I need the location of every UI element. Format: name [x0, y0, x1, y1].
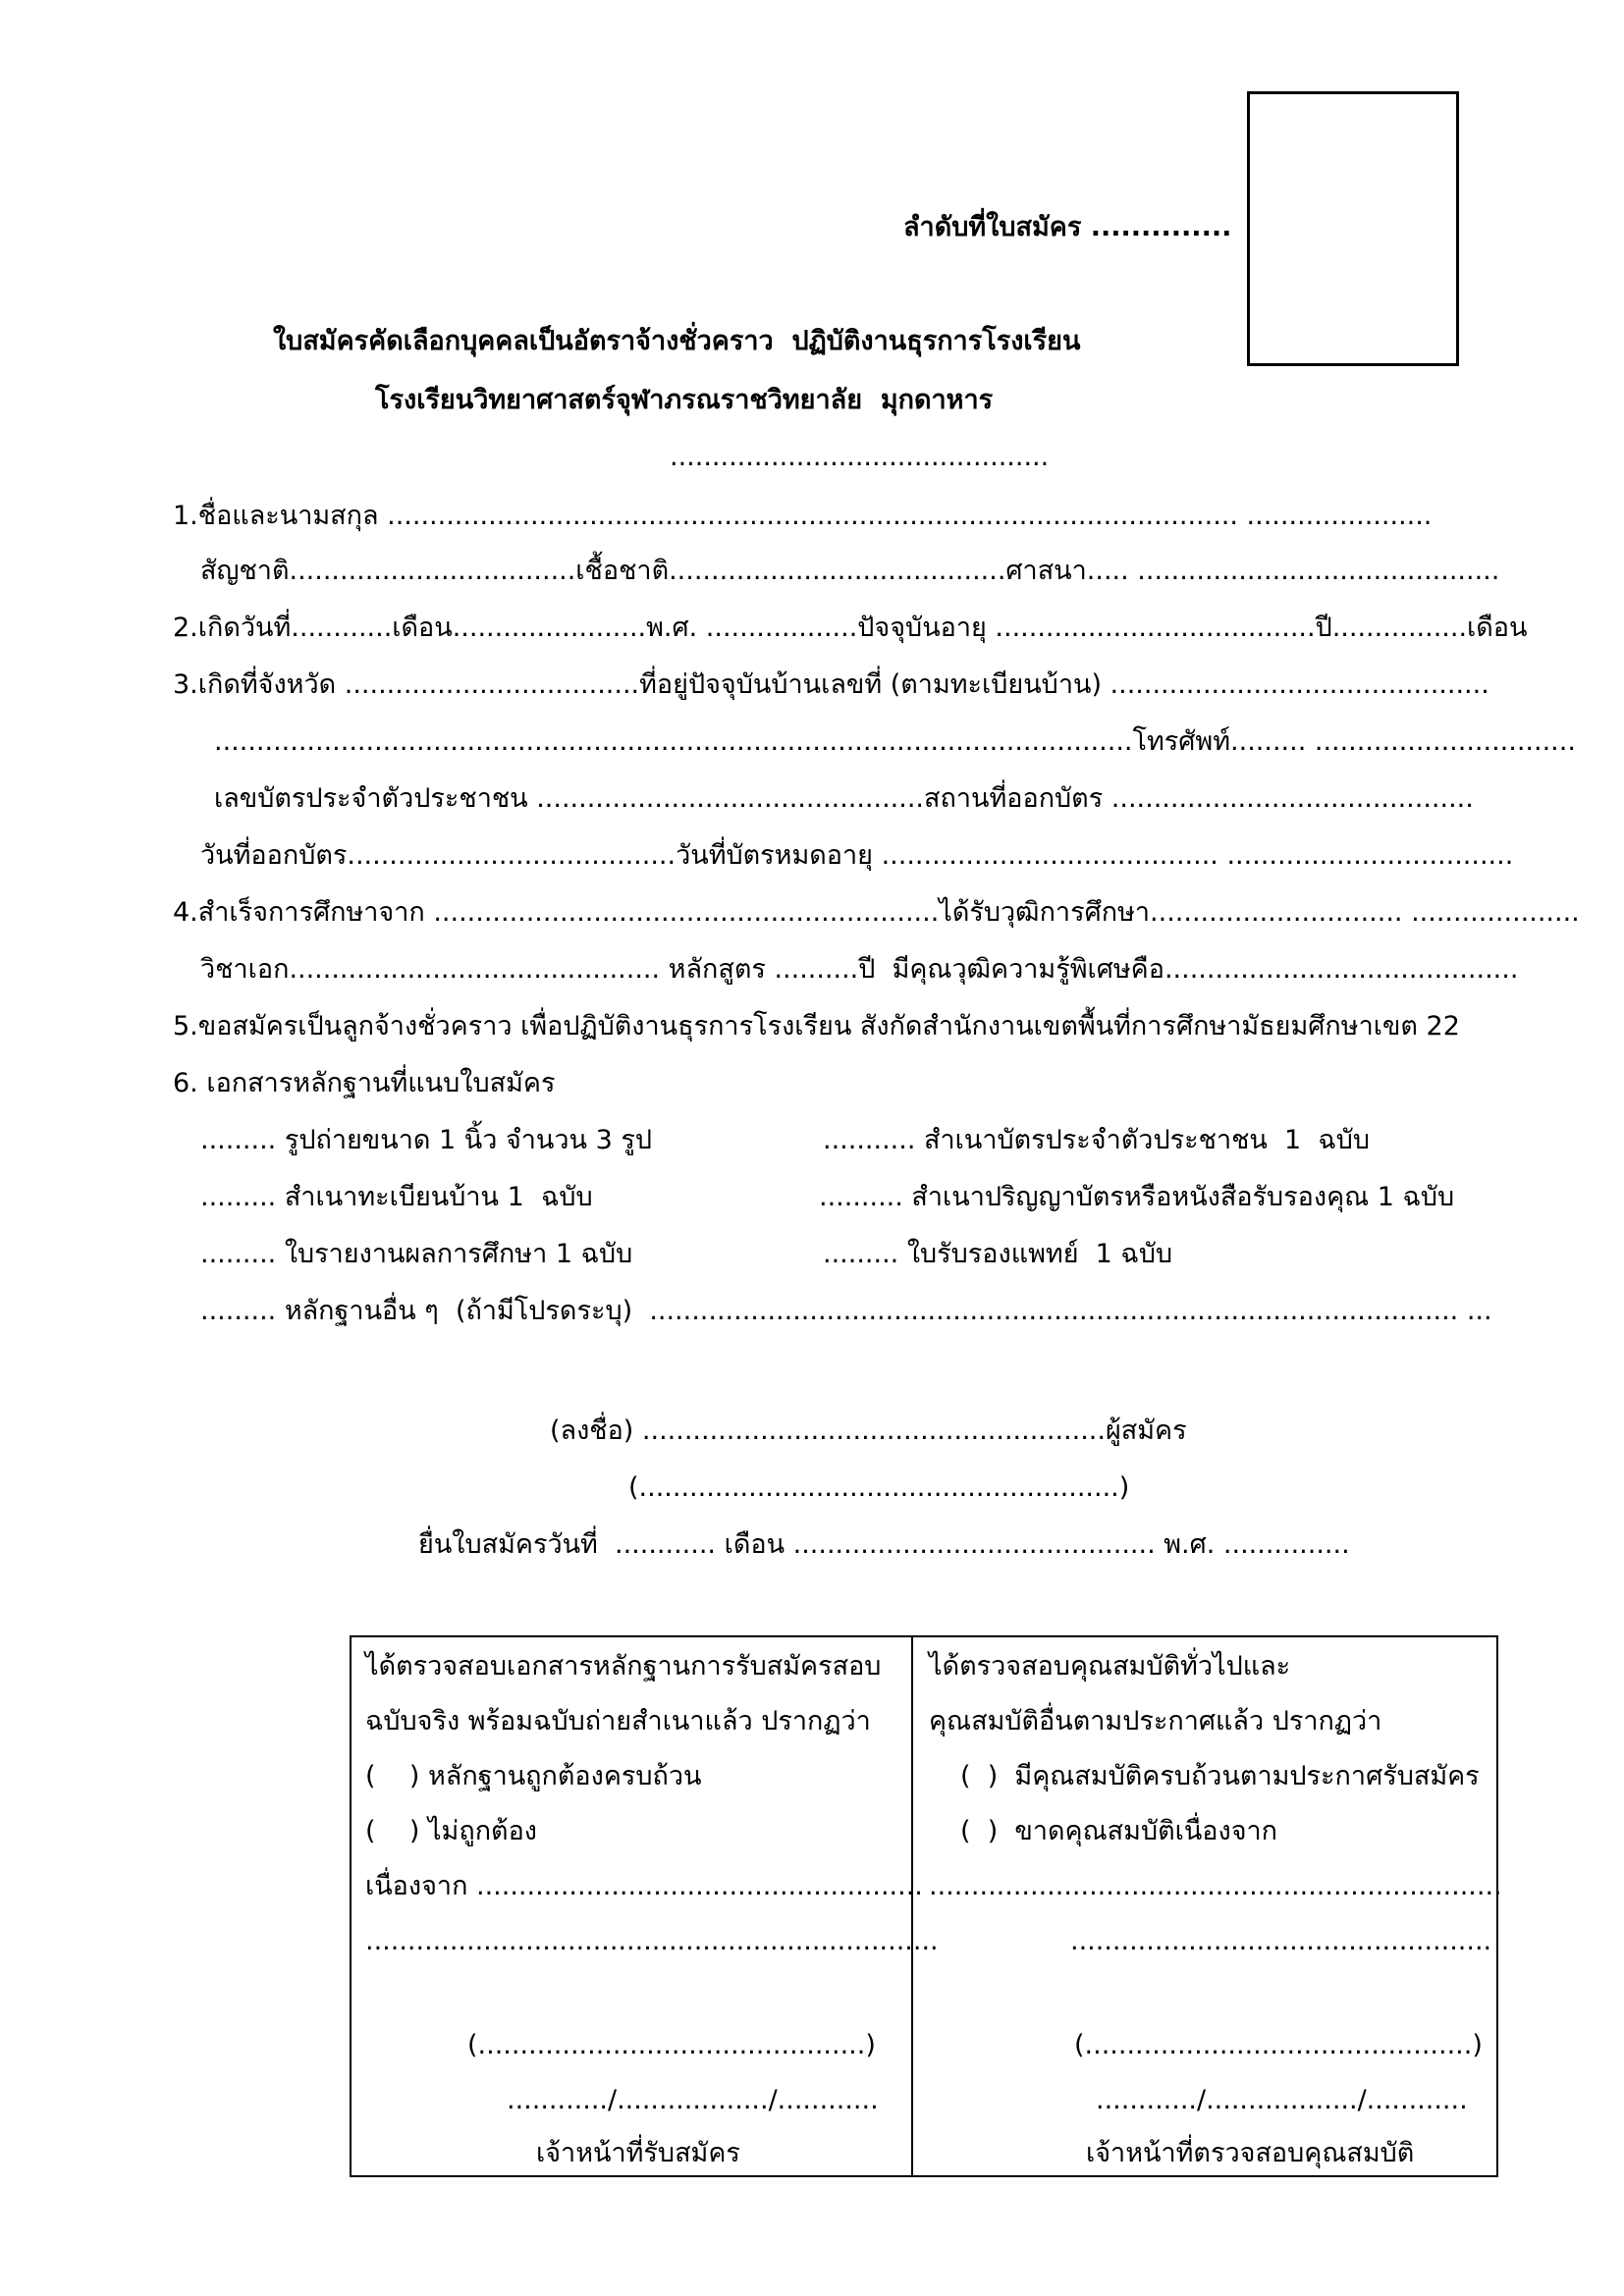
doc-house-registration[interactable]: ......... สำเนาทะเบียนบ้าน 1 ฉบับ	[200, 1182, 593, 1212]
right-box-reason-cont[interactable]: ..................................................	[1070, 1926, 1492, 1956]
doc-medical-certificate[interactable]: ......... ใบรับรองแพทย์ 1 ฉบับ	[823, 1239, 1173, 1269]
birth-province-field[interactable]: 3.เกิดที่จังหวัด ...................................ที่อยู่ปัจจุบันบ้านเลขที่ (ตามทะเบียนบ้าน) .............................................	[173, 669, 1489, 700]
phone-field[interactable]: .............................................................................................................โทรศัพท์......... ...............................	[214, 726, 1576, 757]
left-box-officer-name[interactable]: (..............................................)	[467, 2030, 876, 2060]
doc-id-card-copy[interactable]: ........... สำเนาบัตรประจำตัวประชาชน 1 ฉบับ	[823, 1125, 1371, 1155]
left-box-date[interactable]: ............/................../............	[507, 2085, 879, 2115]
documents-heading: 6. เอกสารหลักฐานที่แนบใบสมัคร	[173, 1068, 556, 1098]
left-box-check-complete[interactable]: ( ) หลักฐานถูกต้องครบถ้วน	[365, 1761, 702, 1791]
major-field[interactable]: วิชาเอก............................................ หลักสูตร ..........ปี มีคุณวุฒิความรู้พิเศษคือ..........................................	[200, 954, 1519, 985]
birth-date-field[interactable]: 2.เกิดวันที่............เดือน.......................พ.ศ. ..................ปัจจุบันอายุ ......................................ปี................เดือน	[173, 613, 1528, 643]
doc-degree-copy[interactable]: .......... สำเนาปริญญาบัตรหรือหนังสือรับรองคุณ 1 ฉบับ	[819, 1182, 1455, 1212]
card-issue-date-field[interactable]: วันที่ออกบัตร.......................................วันที่บัตรหมดอายุ ........................................ ..................................	[200, 840, 1514, 871]
left-box-check-incorrect[interactable]: ( ) ไม่ถูกต้อง	[365, 1816, 537, 1846]
right-box-check-qualified[interactable]: ( ) มีคุณสมบัติครบถ้วนตามประกาศรับสมัคร	[960, 1761, 1480, 1791]
applicant-signature[interactable]: (ลงชื่อ) .......................................................ผู้สมัคร	[550, 1415, 1187, 1446]
applicant-name[interactable]: (.........................................................)	[628, 1472, 1130, 1503]
school-name: โรงเรียนวิทยาศาสตร์จุฬาภรณราชวิทยาลัย มุกดาหาร	[375, 385, 994, 415]
right-box-line1: ได้ตรวจสอบคุณสมบัติทั่วไปและ	[929, 1651, 1291, 1682]
left-box-reason[interactable]: เนื่องจาก .....................................................	[365, 1871, 923, 1901]
application-order-number: ลำดับที่ใบสมัคร ..............	[903, 212, 1232, 242]
left-box-line1: ได้ตรวจสอบเอกสารหลักฐานการรับสมัครสอบ	[365, 1651, 882, 1682]
application-statement: 5.ขอสมัครเป็นลูกจ้างชั่วคราว เพื่อปฏิบัติงานธุรการโรงเรียน สังกัดสำนักงานเขตพื้นที่การศึกษามัธยมศึกษาเขต 22	[173, 1011, 1460, 1041]
verification-divider	[911, 1635, 913, 2177]
doc-photo[interactable]: ......... รูปถ่ายขนาด 1 นิ้ว จำนวน 3 รูป	[200, 1125, 652, 1155]
doc-other[interactable]: ......... หลักฐานอื่น ๆ (ถ้ามีโปรดระบุ) ................................................................................................ ...	[200, 1296, 1492, 1326]
submission-date[interactable]: ยื่นใบสมัครวันที่ ............ เดือน ........................................... พ.ศ. ...............	[418, 1529, 1350, 1560]
photo-box	[1247, 91, 1459, 366]
id-card-field[interactable]: เลขบัตรประจำตัวประชาชน ..............................................สถานที่ออกบัตร ...........................................	[214, 783, 1474, 814]
right-box-officer-name[interactable]: (..............................................)	[1074, 2030, 1483, 2060]
education-field[interactable]: 4.สำเร็จการศึกษาจาก ............................................................ได้รับวุฒิการศึกษา.............................. ....................	[173, 897, 1580, 928]
left-box-line2: ฉบับจริง พร้อมฉบับถ่ายสำเนาแล้ว ปรากฏว่า	[365, 1706, 871, 1736]
left-box-officer-title: เจ้าหน้าที่รับสมัคร	[536, 2138, 740, 2168]
nationality-field[interactable]: สัญชาติ..................................เชื้อชาติ........................................ศาสนา..... ...........................................	[200, 556, 1500, 586]
right-box-line2: คุณสมบัติอื่นตามประกาศแล้ว ปรากฏว่า	[929, 1706, 1382, 1736]
title-dotted-line: .............................................	[670, 442, 1050, 472]
right-box-check-unqualified[interactable]: ( ) ขาดคุณสมบัติเนื่องจาก	[960, 1816, 1278, 1846]
doc-transcript[interactable]: ......... ใบรายงานผลการศึกษา 1 ฉบับ	[200, 1239, 633, 1269]
name-field[interactable]: 1.ชื่อและนามสกุล ..................................................................................................... ......................	[173, 501, 1433, 531]
right-box-date[interactable]: ............/................../............	[1096, 2085, 1468, 2115]
right-box-reason[interactable]: ....................................................................	[929, 1871, 1502, 1901]
form-title: ใบสมัครคัดเลือกบุคคลเป็นอัตราจ้างชั่วคราว ปฏิบัติงานธุรการโรงเรียน	[273, 326, 1081, 356]
left-box-reason-cont[interactable]: ....................................................................	[365, 1926, 939, 1956]
right-box-officer-title: เจ้าหน้าที่ตรวจสอบคุณสมบัติ	[1086, 2138, 1415, 2168]
